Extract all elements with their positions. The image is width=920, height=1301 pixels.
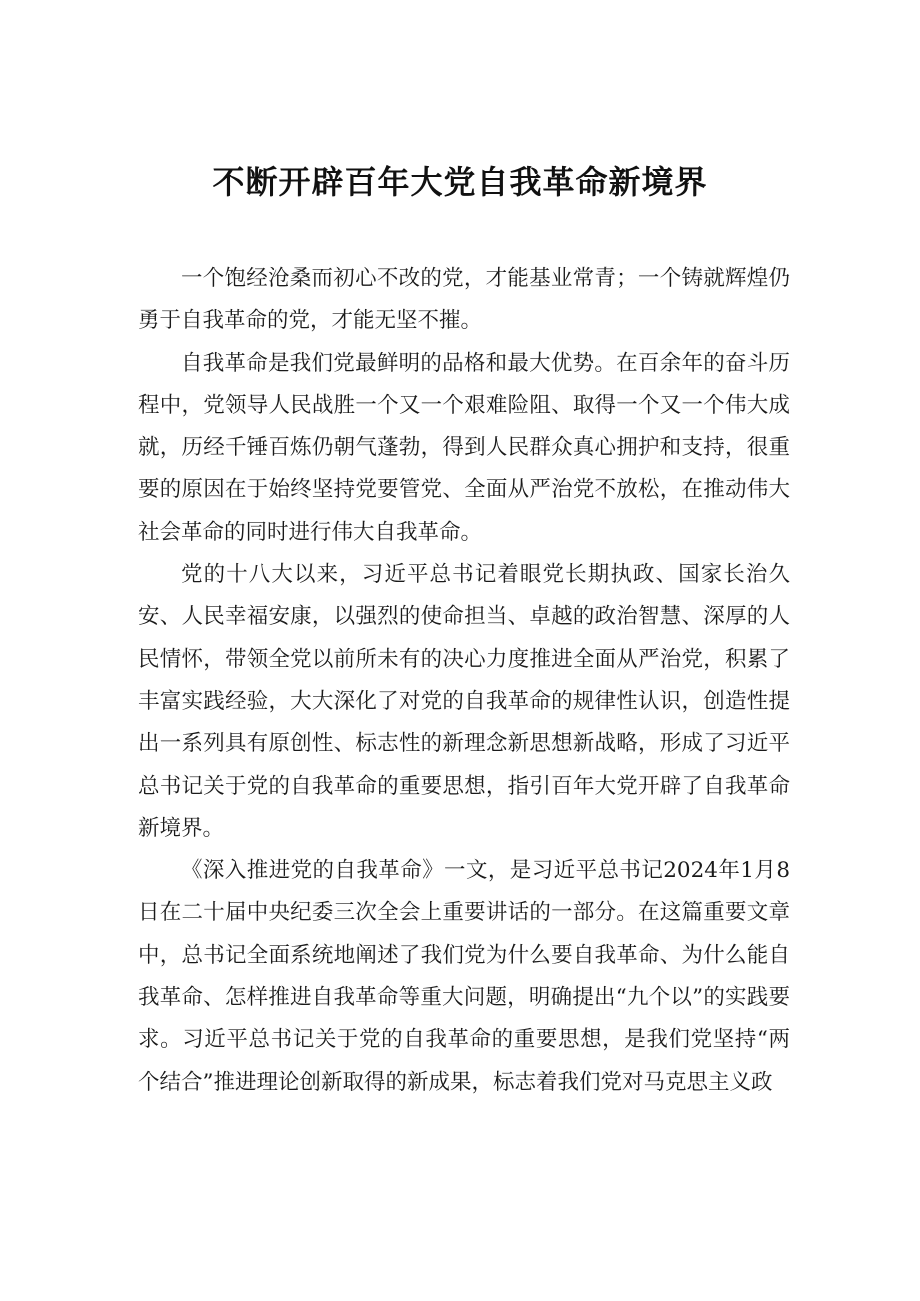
document-title: 不断开辟百年大党自我革命新境界 — [212, 163, 708, 201]
paragraph-4: 《深入推进党的自我革命》一文，是习近平总书记2024年1月8日在二十届中央纪委三次全会上重要讲话的一部分。在这篇重要文章中，总书记全面系统地阐述了我们党为什么要自我革命、为什么能自我革命、怎样推进自我革命等重大问题，明确提出“九个以”的实践要求。习近平总书记关于党的自我革命的重要思想，是我们党坚持“两个结合”推进理论创新取得的新成果，标志着我们党对马克思主义政 — [138, 858, 790, 1095]
paragraph-1: 一个饱经沧桑而初心不改的党，才能基业常青；一个铸就辉煌仍勇于自我革命的党，才能无坚不摧。 — [138, 266, 790, 334]
document-body — [138, 258, 790, 1104]
paragraph-3: 党的十八大以来，习近平总书记着眼党长期执政、国家长治久安、人民幸福安康，以强烈的使命担当、卓越的政治智慧、深厚的人民情怀，带领全党以前所未有的决心力度推进全面从严治党，积累了丰富实践经验，大大深化了对党的自我革命的规律性认识，创造性提出一系列具有原创性、标志性的新理念新思想新战略，形成了习近平总书记关于党的自我革命的重要思想，指引百年大党开辟了自我革命新境界。 — [138, 562, 790, 841]
paragraph-2: 自我革命是我们党最鲜明的品格和最大优势。在百余年的奋斗历程中，党领导人民战胜一个又一个艰难险阻、取得一个又一个伟大成就，历经千锤百炼仍朝气蓬勃，得到人民群众真心拥护和支持，很重要的原因在于始终坚持党要管党、全面从严治党不放松，在推动伟大社会革命的同时进行伟大自我革命。 — [138, 350, 790, 545]
